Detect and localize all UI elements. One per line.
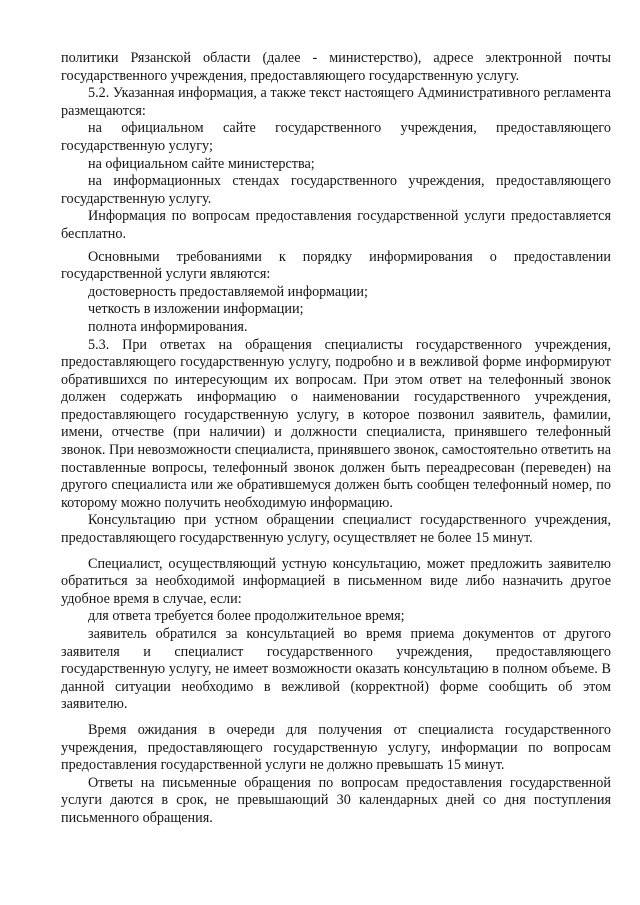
paragraph-list-item: четкость в изложении информации; [88, 301, 304, 318]
paragraph-requirements: Основными требованиями к порядку информирования о предоставлении государственной услуги являются: [61, 248, 611, 283]
paragraph-list-item: для ответа требуется более продолжительное время; [88, 608, 405, 625]
paragraph-5-3: 5.3. При ответах на обращения специалисты государственного учреждения, предоставляющего государственную услугу, подробно и в вежливой форме информируют обратившихся по интересующим их вопросам. При этом ответ на телефонный звонок должен содержать информацию о наименовании государственного учреждения, предоставляющего государственную услугу, в которое позвонил заявитель, фамилии, имени, отчестве (при наличии) и должности специалиста, принявшего телефонный звонок. При невозможности специалиста, принявшего звонок, самостоятельно ответить на поставленные вопросы, телефонный звонок должен быть переадресован (переведен) на другого специалиста или же обратившемуся должен быть сообщен телефонный номер, по которому можно получить необходимую информацию. [61, 336, 611, 511]
paragraph-consultation-time: Консультацию при устном обращении специалист государственного учреждения, предоставляющего государственную услугу, осуществляет не более 15 минут. [61, 512, 611, 547]
paragraph-list-item: полнота информирования. [88, 318, 248, 335]
paragraph-5-2: 5.2. Указанная информация, а также текст настоящего Административного регламента размещаются: [61, 85, 611, 119]
paragraph-list-item: заявитель обратился за консультацией во время приема документов от другого заявителя и специалист государственного учреждения, предоставляющего государственную услугу, не имеет возможности оказать консультацию в полном объеме. В данной ситуации необходимо в вежливой (корректной) форме сообщить об этом заявителю. [61, 626, 611, 713]
paragraph-list-item: на официальном сайте министерства; [88, 155, 315, 172]
paragraph-list-item: на официальном сайте государственного учреждения, предоставляющего государственную услугу; [61, 120, 611, 154]
paragraph-list-item: на информационных стендах государственного учреждения, предоставляющего государственную услугу. [61, 173, 611, 207]
paragraph-queue-time: Время ожидания в очереди для получения от специалиста государственного учреждения, предоставляющего государственную услугу, информации по вопросам предоставления государственной услуги не должно превышать 15 минут. [61, 721, 611, 774]
paragraph-list-item: достоверность предоставляемой информации; [88, 283, 368, 300]
paragraph-free-info: Информация по вопросам предоставления государственной услуги предоставляется бесплатно. [61, 208, 611, 242]
paragraph-continuation: политики Рязанской области (далее - министерство), адресе электронной почты государственного учреждения, предоставляющего государственную услугу. [61, 50, 611, 84]
paragraph-specialist-offer: Специалист, осуществляющий устную консультацию, может предложить заявителю обратиться за необходимой информацией в письменном виде либо назначить другое удобное время в случае, если: [61, 555, 611, 607]
paragraph-written-replies: Ответы на письменные обращения по вопросам предоставления государственной услуги даются в срок, не превышающий 30 календарных дней со дня поступления письменного обращения. [61, 774, 611, 826]
document-text-body [61, 50, 611, 828]
